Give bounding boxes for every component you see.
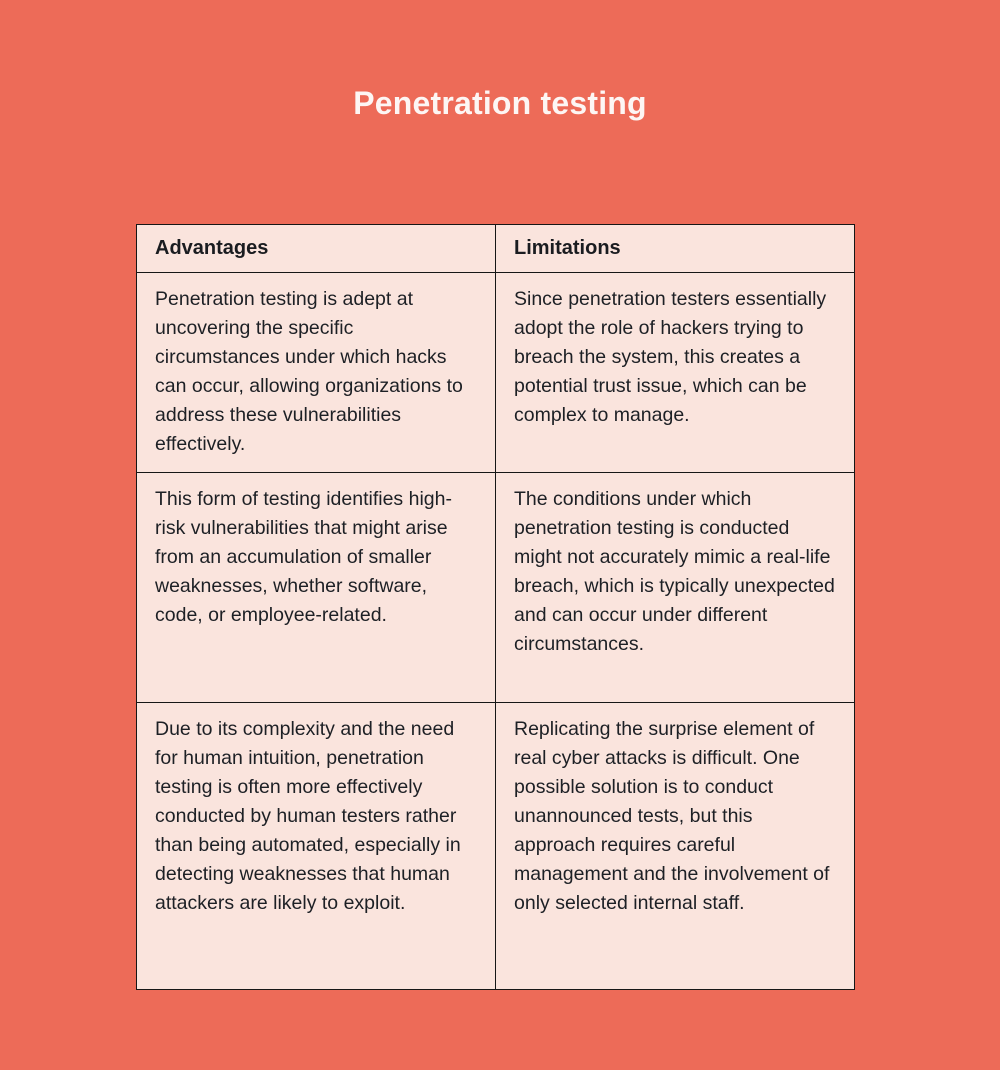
- limitations-cell: Since penetration testers essentially adopt the role of hackers trying to breach the system, this creates a potential trust issue, which can be complex to manage.: [496, 273, 855, 473]
- table-row: [137, 703, 855, 990]
- table-row: [137, 273, 855, 473]
- header-row: [137, 225, 855, 273]
- table-body: [137, 273, 855, 990]
- column-header-limitations: Limitations: [496, 225, 855, 273]
- limitations-cell: Replicating the surprise element of real cyber attacks is difficult. One possible solution is to conduct unannounced tests, but this approach requires careful management and the involvement of only selected internal staff.: [496, 703, 855, 990]
- table-row: [137, 473, 855, 703]
- column-header-advantages: Advantages: [137, 225, 496, 273]
- advantages-cell: This form of testing identifies high-risk vulnerabilities that might arise from an accumulation of smaller weaknesses, whether software, code, or employee-related.: [137, 473, 496, 703]
- advantages-cell: Penetration testing is adept at uncovering the specific circumstances under which hacks can occur, allowing organizations to address these vulnerabilities effectively.: [137, 273, 496, 473]
- advantages-cell: Due to its complexity and the need for human intuition, penetration testing is often more effectively conducted by human testers rather than being automated, especially in detecting weaknesses that human attackers are likely to exploit.: [137, 703, 496, 990]
- comparison-table: [136, 224, 855, 990]
- limitations-cell: The conditions under which penetration testing is conducted might not accurately mimic a real-life breach, which is typically unexpected and can occur under different circumstances.: [496, 473, 855, 703]
- table-header: [137, 225, 855, 273]
- page-title: Penetration testing: [353, 85, 647, 121]
